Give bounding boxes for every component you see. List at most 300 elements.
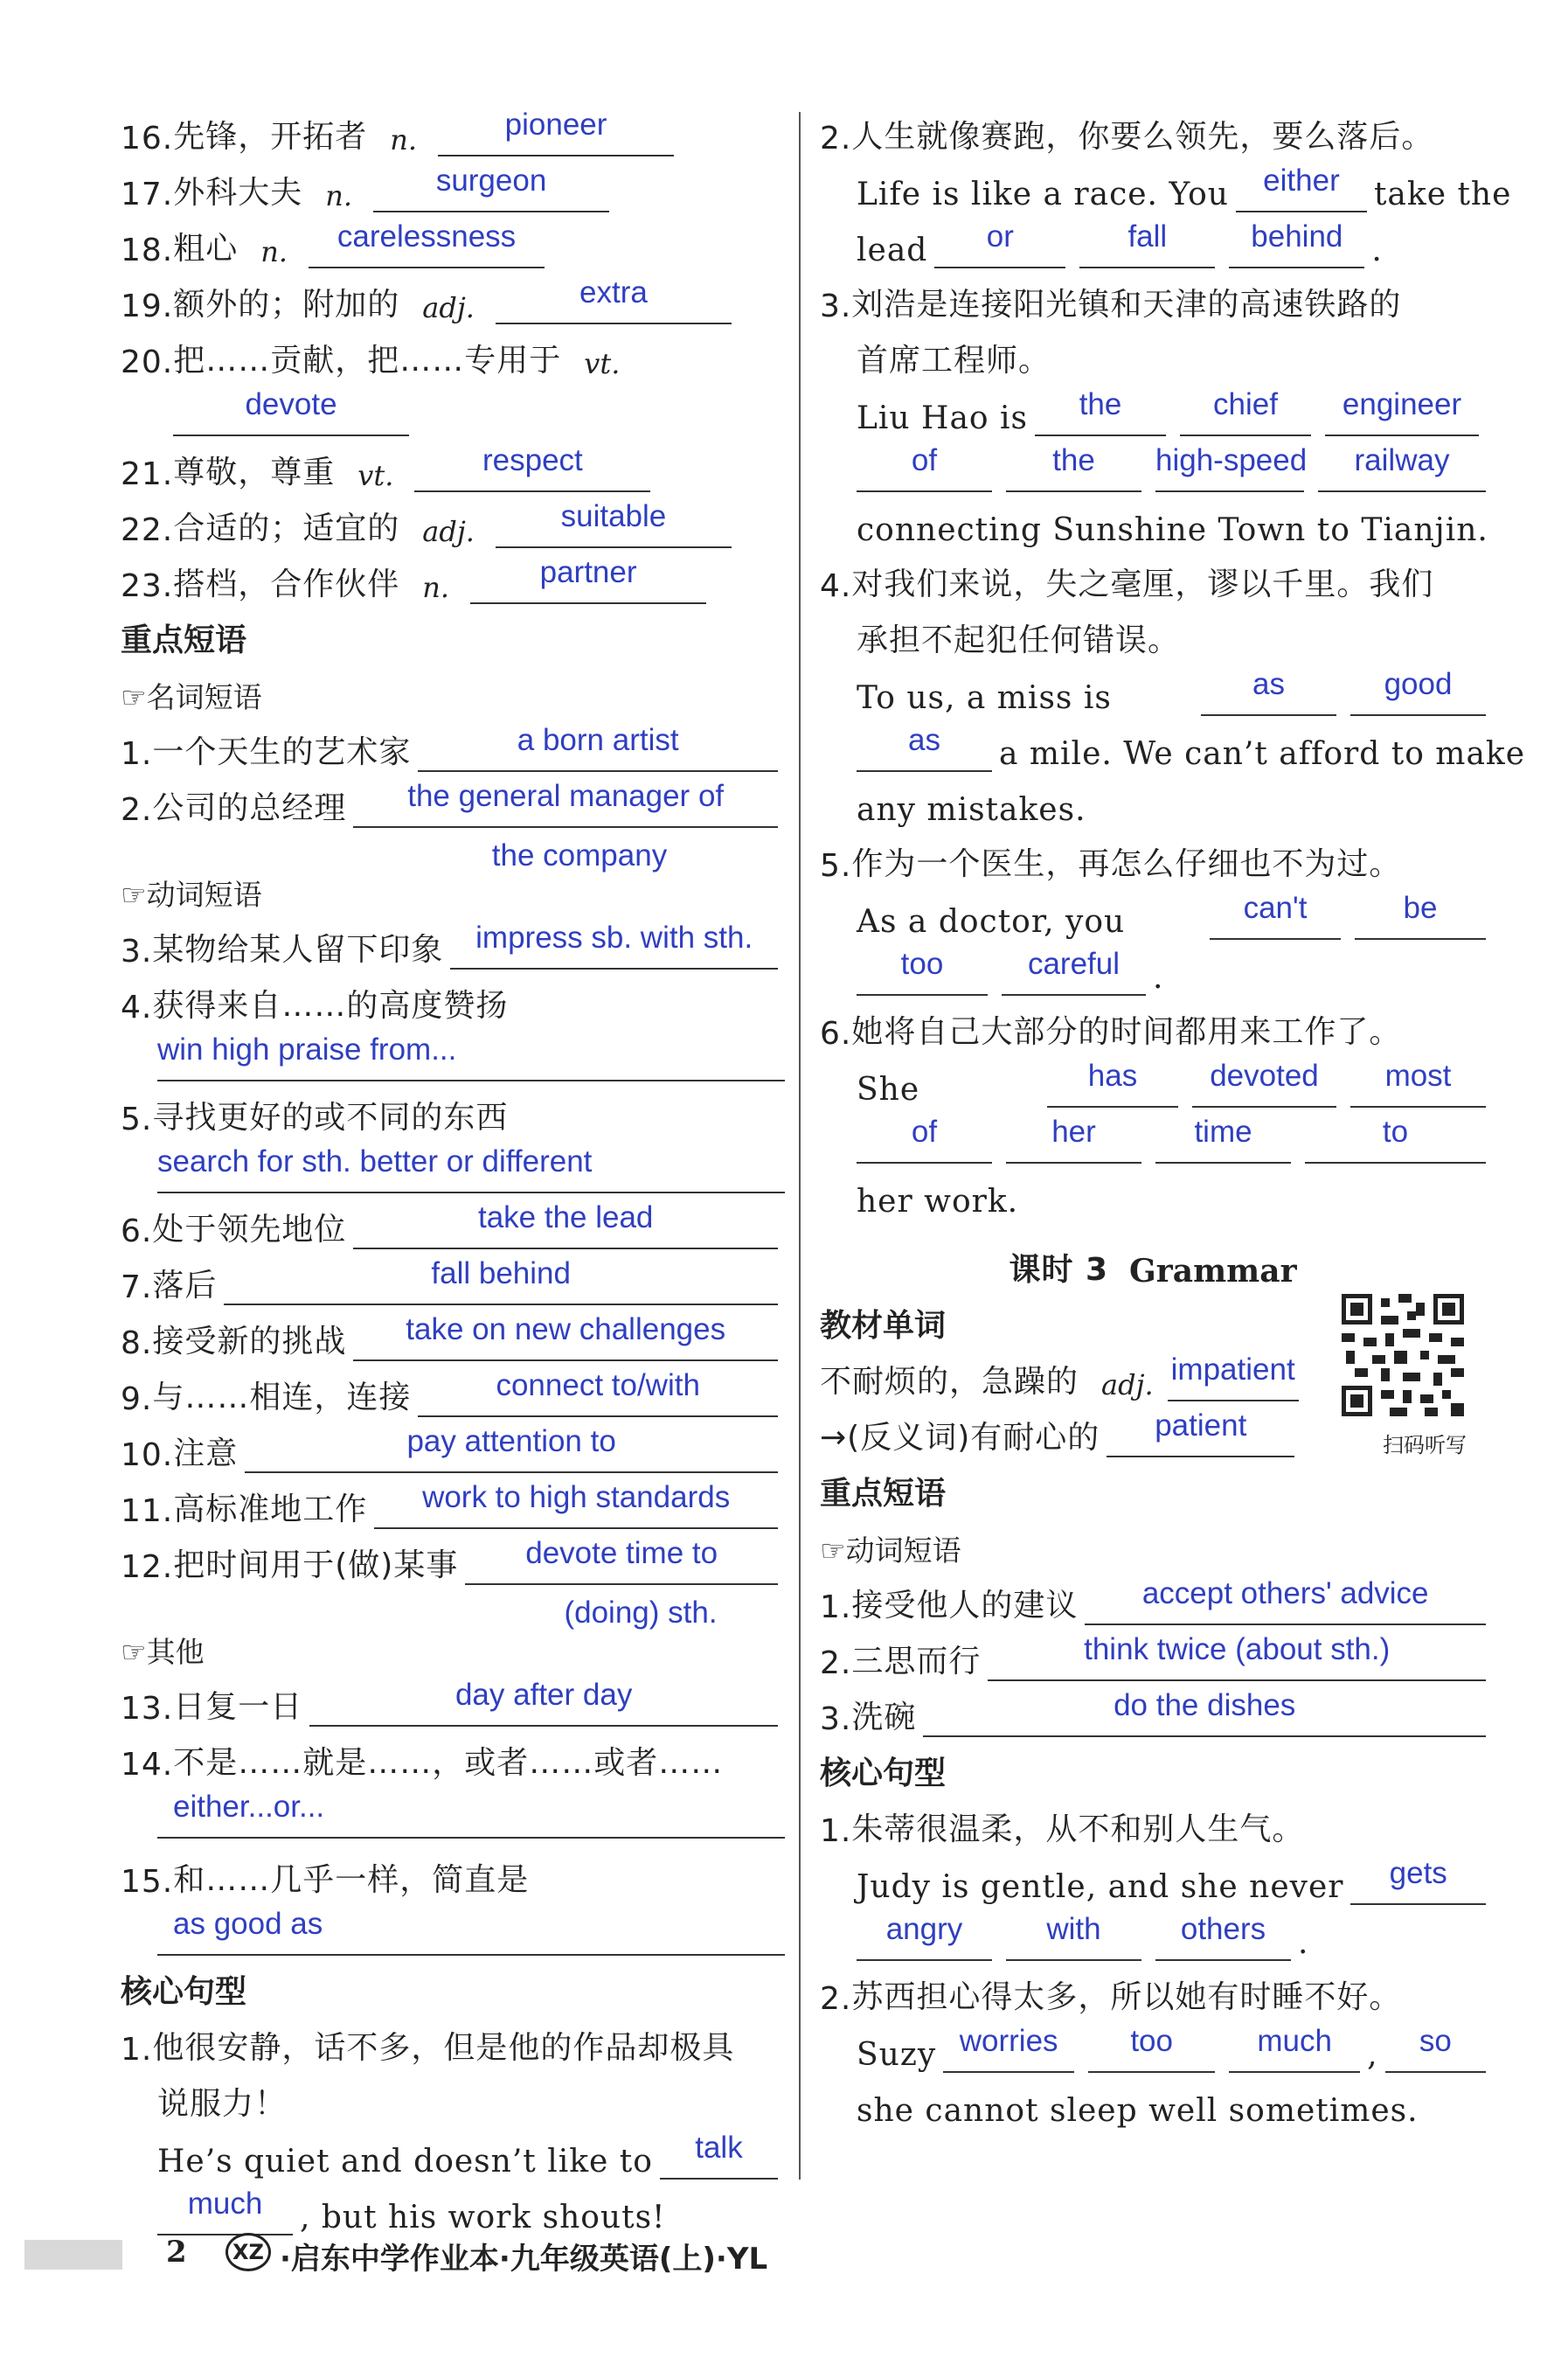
answer-text: time (1194, 1115, 1252, 1149)
sentence-english (820, 1052, 1486, 1108)
item-chinese: 把……贡献，把……专用于 (173, 343, 562, 379)
footer-bar (24, 2240, 122, 2270)
answer-blank (857, 1115, 992, 1164)
phrase-item (121, 1529, 785, 1585)
sentence-text: . (1153, 960, 1164, 996)
sentence-text: . (1371, 233, 1383, 268)
item-chinese: 注意 (173, 1436, 239, 1471)
sentence-text: her work. (857, 1184, 1019, 1220)
answer-blank (934, 219, 1065, 268)
item-number: 12. (121, 1549, 174, 1585)
answer-blank (1107, 1408, 1294, 1457)
answer-text: devote time to (525, 1536, 718, 1570)
sentence-text: any mistakes. (857, 792, 1086, 828)
answer-text: or (986, 219, 1014, 254)
answer-blank (1305, 1115, 1486, 1164)
answer-text: too (1130, 2024, 1173, 2058)
answer-text: high-speed (1155, 443, 1308, 477)
item-chinese: 说服力！ (157, 2086, 288, 2122)
item-chinese: 把时间用于(做)某事 (173, 1547, 459, 1583)
answer-blank (1229, 219, 1364, 268)
answer-blank (465, 1536, 778, 1585)
answer-blank (1155, 1912, 1291, 1961)
phrase-item (121, 1249, 785, 1305)
answer-blank (1006, 443, 1141, 492)
part-of-speech: adj. (422, 515, 475, 548)
item-chinese: 先锋，开拓者 (173, 119, 368, 155)
sentence-english (820, 1108, 1486, 1164)
item-chinese: 和……几乎一样，简直是 (173, 1862, 530, 1898)
subsection-verb-phrases: ☞动词短语 (121, 878, 262, 912)
phrase-item (121, 1305, 785, 1361)
item-number: 15. (121, 1864, 174, 1900)
answer-blank (373, 163, 609, 212)
answer-text: accept others' advice (1141, 1576, 1429, 1610)
book-title: ·启东中学作业本·九年级英语(上)·YL (280, 2242, 768, 2277)
answer-text: with (1046, 1912, 1101, 1946)
item-chinese: 人生就像赛跑，你要么领先，要么落后。 (851, 119, 1434, 155)
answer-text: her (1051, 1115, 1096, 1149)
answer-blank (157, 1137, 785, 1193)
phrase-item (820, 1625, 1486, 1681)
item-number: 4. (121, 990, 153, 1026)
item-number: 11. (121, 1493, 174, 1529)
sentence-english (820, 380, 1486, 436)
item-number: 3. (820, 1701, 852, 1737)
phrase-item (121, 1081, 785, 1137)
vocab-item-continued (121, 380, 785, 436)
answer-text: be (1403, 891, 1438, 925)
answer-blank (1350, 667, 1486, 716)
answer-blank (1155, 443, 1308, 492)
sentence-text: a mile. We can’t afford to make (999, 736, 1526, 772)
answer-blank (374, 1480, 778, 1529)
sentence-english (820, 660, 1486, 716)
item-number: 23. (121, 568, 174, 604)
section-title-phrases: 重点短语 (820, 1476, 947, 1512)
answer-blank (496, 499, 732, 548)
part-of-speech: adj. (1101, 1368, 1154, 1401)
answer-blank (1192, 1059, 1336, 1108)
item-chinese: 接受新的挑战 (152, 1324, 347, 1359)
item-number: 1. (820, 1589, 852, 1625)
phrase-item (121, 1417, 785, 1473)
answer-blank (1236, 163, 1367, 212)
sentence-item (121, 2012, 785, 2068)
item-chinese: 她将自己大部分的时间都用来工作了。 (851, 1014, 1402, 1050)
sentence-english (820, 2017, 1486, 2073)
phrase-item-continued (121, 828, 785, 873)
page-number: 2 (166, 2235, 187, 2270)
answer-text: as good as (173, 1907, 323, 1941)
item-number: 21. (121, 456, 174, 492)
item-chinese: 与……相连，连接 (152, 1380, 412, 1415)
answer-blank (1047, 1059, 1178, 1108)
answer-text: chief (1213, 387, 1278, 421)
sentence-text: lead (857, 233, 928, 268)
answer-blank (450, 921, 778, 970)
sentence-text: , (1367, 2037, 1378, 2073)
answer-text: devoted (1210, 1059, 1319, 1093)
right-column (820, 101, 1526, 2129)
sentence-text: . (1298, 1925, 1309, 1961)
answer-blank (1325, 387, 1479, 436)
answer-blank (1350, 1856, 1486, 1905)
answer-blank (470, 555, 706, 604)
page-footer (0, 2228, 1568, 2280)
phrase-item (820, 1569, 1486, 1625)
answer-text: talk (695, 2131, 743, 2165)
item-chinese: 作为一个医生，再怎么仔细也不为过。 (851, 846, 1402, 882)
answer-blank (1229, 2024, 1360, 2073)
sentence-item-continued (820, 604, 1486, 660)
answer-text: the (1079, 387, 1122, 421)
section-title-phrases: 重点短语 (121, 622, 247, 658)
sentence-text: Liu Hao is (857, 400, 1029, 436)
item-number: 2. (820, 121, 852, 156)
item-chinese: 承担不起犯任何错误。 (857, 622, 1181, 658)
lesson-number: 课时 3 (1009, 1252, 1109, 1288)
item-number: 1. (121, 2032, 153, 2068)
answer-blank (173, 387, 409, 436)
sentence-text: take the (1373, 177, 1512, 212)
item-chinese: 落后 (152, 1268, 218, 1304)
answer-text: day after day (454, 1678, 633, 1712)
answer-blank (496, 275, 732, 324)
item-number: 10. (121, 1437, 174, 1473)
answer-blank (224, 1256, 778, 1305)
answer-text: take the lead (477, 1200, 654, 1234)
sentence-text: She (857, 1072, 920, 1108)
answer-blank (1168, 1352, 1299, 1401)
sentence-text: , but his work shouts! (300, 2200, 666, 2235)
item-chinese: 接受他人的建议 (851, 1588, 1079, 1624)
answer-blank (245, 1424, 778, 1473)
answer-blank (353, 1312, 778, 1361)
phrase-item (121, 1473, 785, 1529)
item-chinese: 日复一日 (173, 1689, 303, 1725)
part-of-speech: n. (422, 571, 450, 604)
item-number: 4. (820, 568, 852, 604)
item-number: 7. (121, 1269, 153, 1305)
answer-text: impatient (1170, 1352, 1295, 1387)
answer-text: partner (539, 555, 637, 589)
answer-blank (438, 108, 674, 156)
answer-text: so (1419, 2024, 1452, 2058)
phrase-item (121, 1727, 785, 1783)
answer-blank (353, 779, 778, 828)
answer-text: good (1384, 667, 1453, 701)
answer-text: worries (959, 2024, 1058, 2058)
item-number: 2. (121, 792, 153, 828)
answer-text: search for sth. better or different (157, 1144, 593, 1179)
item-number: 8. (121, 1325, 153, 1361)
answer-blank (988, 1632, 1486, 1681)
answer-blank (857, 947, 988, 996)
vocab-item (121, 156, 785, 212)
section-title-sentences: 核心句型 (820, 1756, 947, 1791)
answer-text: behind (1251, 219, 1343, 254)
item-chinese: 三思而行 (851, 1644, 982, 1679)
sentence-text: connecting Sunshine Town to Tianjin. (857, 512, 1488, 548)
answer-text: either...or... (173, 1790, 325, 1824)
answer-blank (353, 1200, 778, 1249)
item-number: 22. (121, 512, 174, 548)
item-number: 1. (820, 1813, 852, 1849)
answer-blank (1085, 1576, 1486, 1625)
answer-blank (660, 2131, 778, 2180)
vocab-item (121, 268, 785, 324)
sentence-english (820, 772, 1486, 828)
part-of-speech: vt. (357, 459, 394, 492)
item-chinese: 苏西担心得太多，所以她有时睡不好。 (851, 1979, 1402, 2015)
item-number: 6. (121, 1213, 153, 1249)
answer-blank (418, 723, 778, 772)
sentence-english (820, 436, 1486, 492)
word-item (820, 1401, 1486, 1457)
sentence-text: To us, a miss is (857, 680, 1112, 716)
item-chinese: 首席工程师。 (857, 343, 1051, 379)
subsection-noun-phrases: ☞名词短语 (121, 680, 262, 714)
item-number: 16. (121, 121, 174, 156)
phrase-item (121, 1839, 785, 1900)
answer-text: as (1252, 667, 1285, 701)
answer-blank (857, 723, 992, 772)
item-number: 2. (820, 1981, 852, 2017)
item-number: 5. (820, 848, 852, 884)
item-number: 19. (121, 289, 174, 324)
sentence-item (820, 996, 1486, 1052)
item-number: 1. (121, 736, 153, 772)
vocab-item (121, 101, 785, 156)
answer-blank (1006, 1115, 1141, 1164)
column-divider (799, 112, 801, 2180)
phrase-item (121, 716, 785, 772)
sentence-item (820, 1793, 1486, 1849)
phrase-item (820, 1681, 1486, 1737)
word-item (820, 1345, 1486, 1401)
answer-blank (157, 1900, 785, 1956)
words-section (820, 1290, 1486, 1457)
answer-blank (1210, 891, 1341, 940)
item-number: 14. (121, 1747, 174, 1783)
sentence-english (820, 2073, 1486, 2129)
phrase-item (121, 772, 785, 828)
vocab-item (121, 212, 785, 268)
item-chinese: 不耐烦的，急躁的 (820, 1364, 1079, 1400)
sentence-item (820, 101, 1486, 156)
answer-text: think twice (about sth.) (1084, 1632, 1391, 1666)
answer-text: much (187, 2187, 263, 2221)
answer-blank (1201, 667, 1336, 716)
answer-text: surgeon (435, 163, 547, 198)
answer-text: extra (579, 275, 648, 309)
part-of-speech: vt. (584, 347, 621, 380)
answer-blank (857, 443, 992, 492)
answer-text: as (908, 723, 940, 757)
answer-text: railway (1354, 443, 1450, 477)
answer-blank (418, 1368, 778, 1417)
phrase-item (121, 1671, 785, 1727)
answer-text: the (1052, 443, 1095, 477)
answer-blank (1350, 1059, 1486, 1108)
sentence-english (820, 1164, 1486, 1220)
qr-caption: 扫码听写 (1383, 1433, 1467, 1457)
sentence-english (121, 2124, 785, 2180)
answer-blank (1088, 2024, 1215, 2073)
answer-text: others (1180, 1912, 1266, 1946)
answer-text: fall (1127, 219, 1168, 254)
answer-text: gets (1389, 1856, 1447, 1890)
part-of-speech: adj. (422, 291, 475, 324)
answer-blank (857, 1912, 992, 1961)
answer-blank (943, 2024, 1074, 2073)
sentence-english (820, 884, 1486, 940)
answer-text: connect to/with (496, 1368, 700, 1402)
sentence-text: Suzy (857, 2037, 937, 2073)
answer-text: carelessness (336, 219, 517, 254)
part-of-speech: n. (325, 179, 353, 212)
answer-text: pay attention to (406, 1424, 616, 1458)
item-chinese: 额外的；附加的 (173, 287, 400, 323)
item-number: 20. (121, 344, 174, 380)
item-chinese: →(反义词)有耐心的 (820, 1420, 1100, 1456)
answer-text: pioneer (504, 108, 607, 142)
item-chinese: 他很安静，话不多，但是他的作品却极具 (152, 2030, 735, 2066)
answer-text: (doing) sth. (564, 1596, 718, 1630)
answer-text: patient (1155, 1408, 1247, 1443)
sentence-text: As a doctor, you (857, 904, 1126, 940)
item-chinese: 公司的总经理 (152, 790, 347, 826)
sentence-english (820, 716, 1526, 772)
item-number: 17. (121, 177, 174, 212)
answer-blank (157, 1783, 785, 1839)
item-chinese: 粗心 (173, 231, 239, 267)
part-of-speech: n. (390, 123, 418, 156)
answer-blank (309, 1678, 778, 1727)
answer-blank (1155, 1115, 1291, 1164)
sentence-english (820, 492, 1486, 548)
item-chinese: 对我们来说，失之毫厘，谬以千里。我们 (851, 567, 1434, 602)
item-chinese: 一个天生的艺术家 (152, 734, 412, 770)
answer-blank (1180, 387, 1311, 436)
sentence-english (820, 212, 1486, 268)
answer-text: win high praise from... (157, 1033, 457, 1067)
phrase-item (121, 1361, 785, 1417)
item-number: 6. (820, 1016, 852, 1052)
sentence-item (820, 828, 1486, 884)
item-number: 5. (121, 1102, 153, 1137)
answer-text: can't (1243, 891, 1308, 925)
sentence-item (820, 548, 1486, 604)
item-chinese: 洗碗 (851, 1700, 917, 1735)
answer-blank (309, 219, 545, 268)
answer-text: angry (885, 1912, 963, 1946)
answer-blank (1385, 2024, 1486, 2073)
sentence-text: she cannot sleep well sometimes. (857, 2093, 1419, 2129)
phrase-item-continued (121, 1585, 785, 1630)
answer-text: much (1257, 2024, 1332, 2058)
sentence-text: He’s quiet and doesn’t like to (157, 2144, 653, 2180)
item-number: 3. (121, 934, 153, 970)
answer-blank (1002, 947, 1146, 996)
vocab-item (121, 492, 785, 548)
sentence-english (820, 156, 1512, 212)
item-number: 13. (121, 1691, 174, 1727)
answer-blank (414, 443, 650, 492)
publisher-logo-icon: XZ (225, 2233, 271, 2271)
vocab-item (121, 548, 785, 604)
left-column (121, 101, 785, 2235)
item-number: 9. (121, 1381, 153, 1417)
item-number: 18. (121, 233, 174, 268)
answer-text: impress sb. with sth. (475, 921, 753, 955)
item-chinese: 高标准地工作 (173, 1491, 368, 1527)
sentence-text: Life is like a race. You (857, 177, 1229, 212)
answer-blank (1318, 443, 1486, 492)
sentence-item-continued (820, 324, 1486, 380)
item-chinese: 获得来自……的高度赞扬 (152, 988, 509, 1024)
answer-text: careful (1027, 947, 1120, 981)
answer-text: suitable (560, 499, 667, 533)
item-chinese: 外科大夫 (173, 175, 303, 211)
sentence-item-continued (121, 2068, 785, 2124)
item-chinese: 处于领先地位 (152, 1212, 347, 1248)
vocab-item (121, 436, 785, 492)
section-title-sentences: 核心句型 (121, 1974, 247, 2010)
sentence-english (820, 1849, 1486, 1905)
lesson-topic: Grammar (1129, 1253, 1297, 1290)
phrase-item (121, 1193, 785, 1249)
item-chinese: 朱蒂很温柔，从不和别人生气。 (851, 1811, 1305, 1847)
answer-text: work to high standards (422, 1480, 731, 1514)
sentence-english (820, 1905, 1486, 1961)
lesson-title (820, 1220, 1486, 1290)
item-number: 3. (820, 289, 852, 324)
answer-blank (1079, 219, 1215, 268)
section-title-words: 教材单词 (820, 1308, 947, 1344)
phrase-item (121, 914, 785, 970)
answer-text: too (900, 947, 944, 981)
phrase-item (121, 970, 785, 1026)
subsection-other: ☞其他 (121, 1635, 205, 1669)
answer-text: engineer (1342, 387, 1462, 421)
answer-text: take on new challenges (406, 1312, 726, 1346)
sentence-item (820, 268, 1486, 324)
answer-text: a born artist (517, 723, 679, 757)
answer-text: of (911, 443, 938, 477)
answer-text: most (1384, 1059, 1452, 1093)
item-chinese: 不是……就是……，或者……或者…… (173, 1745, 724, 1781)
answer-text: to (1382, 1115, 1409, 1149)
answer-text: do the dishes (1114, 1688, 1296, 1722)
item-chinese: 合适的；适宜的 (173, 511, 400, 546)
answer-blank (1355, 891, 1486, 940)
answer-text: has (1087, 1059, 1138, 1093)
answer-text: either (1263, 163, 1340, 198)
answer-text: the general manager of (407, 779, 725, 813)
item-chinese: 某物给某人留下印象 (152, 932, 444, 968)
answer-blank (1035, 387, 1166, 436)
answer-text: respect (482, 443, 583, 477)
vocab-item (121, 324, 785, 380)
answer-text: devote (245, 387, 337, 421)
answer-blank (923, 1688, 1486, 1737)
answer-text: fall behind (431, 1256, 571, 1290)
item-chinese: 寻找更好的或不同的东西 (152, 1100, 509, 1136)
answer-text: of (911, 1115, 938, 1149)
subsection-verb-phrases: ☞动词短语 (820, 1533, 961, 1568)
